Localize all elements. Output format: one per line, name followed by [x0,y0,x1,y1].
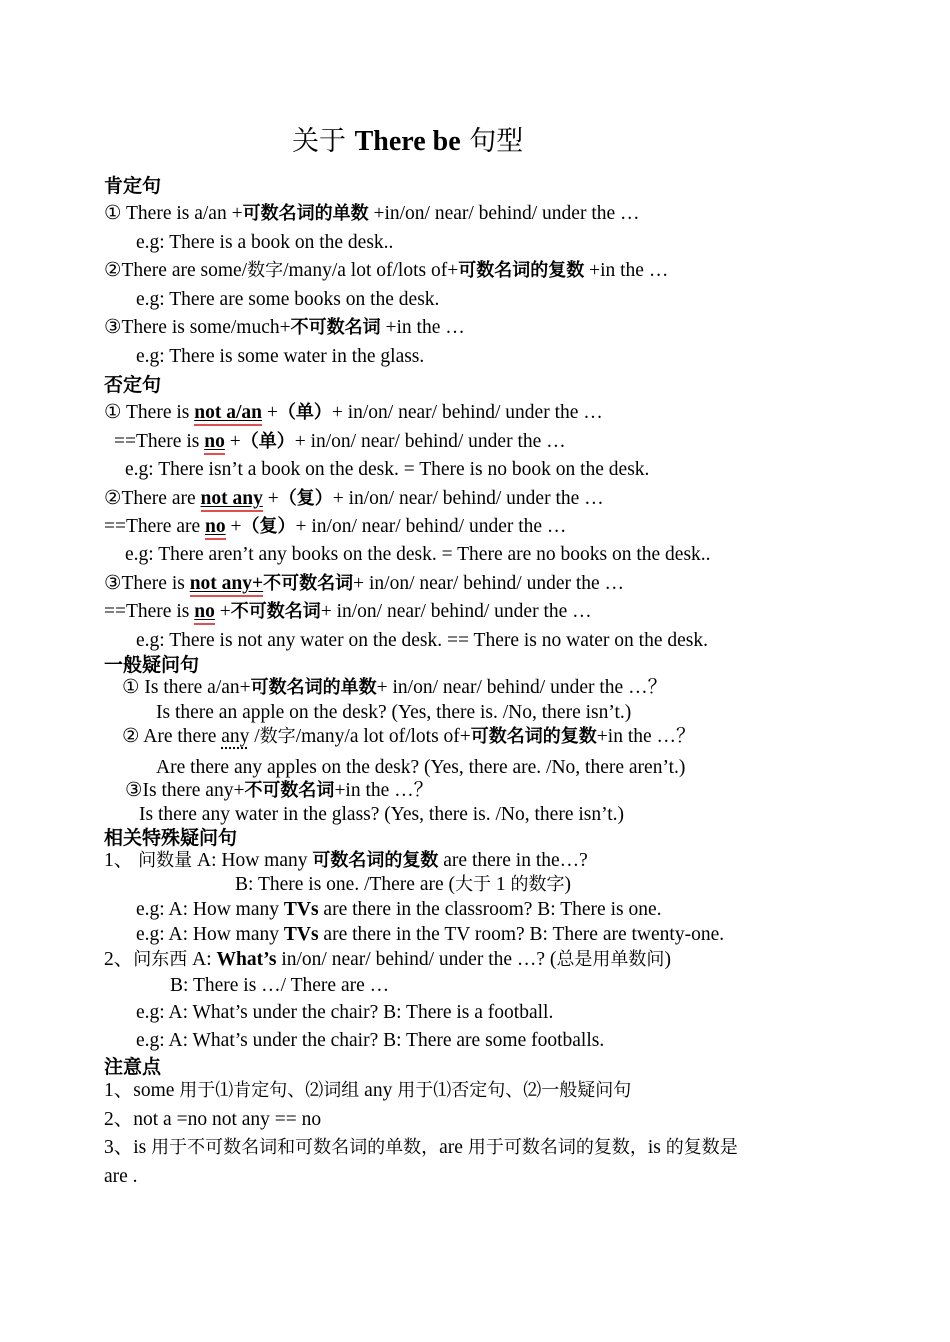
affirmative-example-1: e.g: There is a book on the desk.. [136,232,394,253]
wh-question-count-answer: B: There is one. /There are (大于 1 的数字) [235,874,572,895]
negative-rule-3: ③There is not any+不可数名词+ in/on/ near/ behind/ under the … [104,572,624,596]
negative-rule-3-alt: ==There is no +不可数名词+ in/on/ near/ behind/ under the … [104,600,592,624]
negative-rule-1-alt: ==There is no +（单）+ in/on/ near/ behind/ under the … [114,430,566,454]
affirmative-rule-1: ① There is a/an +可数名词的单数 +in/on/ near/ behind/ under the … [104,203,640,224]
question-example-2: Are there any apples on the desk? (Yes, there are. /No, there aren’t.) [156,757,686,778]
section-heading-negative: 否定句 [104,374,162,396]
negative-rule-2-alt: ==There are no +（复）+ in/on/ near/ behind/ under the … [104,515,566,539]
affirmative-example-3: e.g: There is some water in the glass. [136,346,425,367]
affirmative-example-2: e.g: There are some books on the desk. [136,289,440,310]
negative-rule-1: ① There is not a/an +（单）+ in/on/ near/ behind/ under the … [104,401,603,425]
negative-rule-2: ②There are not any +（复）+ in/on/ near/ behind/ under the … [104,487,604,511]
wh-count-example-1: e.g: A: How many TVs are there in the classroom? B: There is one. [136,899,662,920]
negative-example-2: e.g: There aren’t any books on the desk. = There are no books on the desk.. [125,544,711,565]
question-rule-2: ② Are there any /数字/many/a lot of/lots of+可数名词的复数+in the …？ [122,726,696,747]
wh-count-example-2: e.g: A: How many TVs are there in the TV room? B: There are twenty-one. [136,924,725,945]
question-rule-1: ① Is there a/an+可数名词的单数+ in/on/ near/ behind/ under the …？ [122,677,668,698]
section-heading-notes: 注意点 [104,1056,162,1078]
question-rule-3: ③Is there any+不可数名词+in the …？ [125,780,434,801]
section-heading-yes-no-question: 一般疑问句 [104,654,200,676]
wh-question-count: 1、 问数量 A: How many 可数名词的复数 are there in the…? [104,850,588,871]
section-heading-wh-question: 相关特殊疑问句 [104,827,238,849]
wh-thing-example-1: e.g: A: What’s under the chair? B: There is a football. [136,1002,554,1023]
affirmative-rule-3: ③There is some/much+不可数名词 +in the … [104,317,465,338]
question-example-3: Is there any water in the glass? (Yes, there is. /No, there isn’t.) [139,804,625,825]
note-2: 2、not a =no not any == no [104,1109,322,1130]
negative-example-1: e.g: There isn’t a book on the desk. = There is no book on the desk. [125,459,650,480]
note-1: 1、some 用于⑴肯定句、⑵词组 any 用于⑴否定句、⑵一般疑问句 [104,1080,632,1101]
page-title: 关于 There be 句型 [292,126,524,157]
note-3: 3、is 用于不可数名词和可数名词的单数，are 用于可数名词的复数，is 的复数是 [104,1137,738,1158]
note-3-continued: are . [104,1166,138,1187]
negative-example-3: e.g: There is not any water on the desk. == There is no water on the desk. [136,630,708,651]
affirmative-rule-2: ②There are some/数字/many/a lot of/lots of+可数名词的复数 +in the … [104,260,669,281]
wh-thing-example-2: e.g: A: What’s under the chair? B: There are some footballs. [136,1030,605,1051]
wh-question-thing-answer: B: There is …/ There are … [170,975,390,996]
section-heading-affirmative: 肯定句 [104,175,162,197]
wh-question-thing: 2、问东西 A: What’s in/on/ near/ behind/ under the …? (总是用单数问) [104,949,671,970]
question-example-1: Is there an apple on the desk? (Yes, there is. /No, there isn’t.) [156,702,632,723]
